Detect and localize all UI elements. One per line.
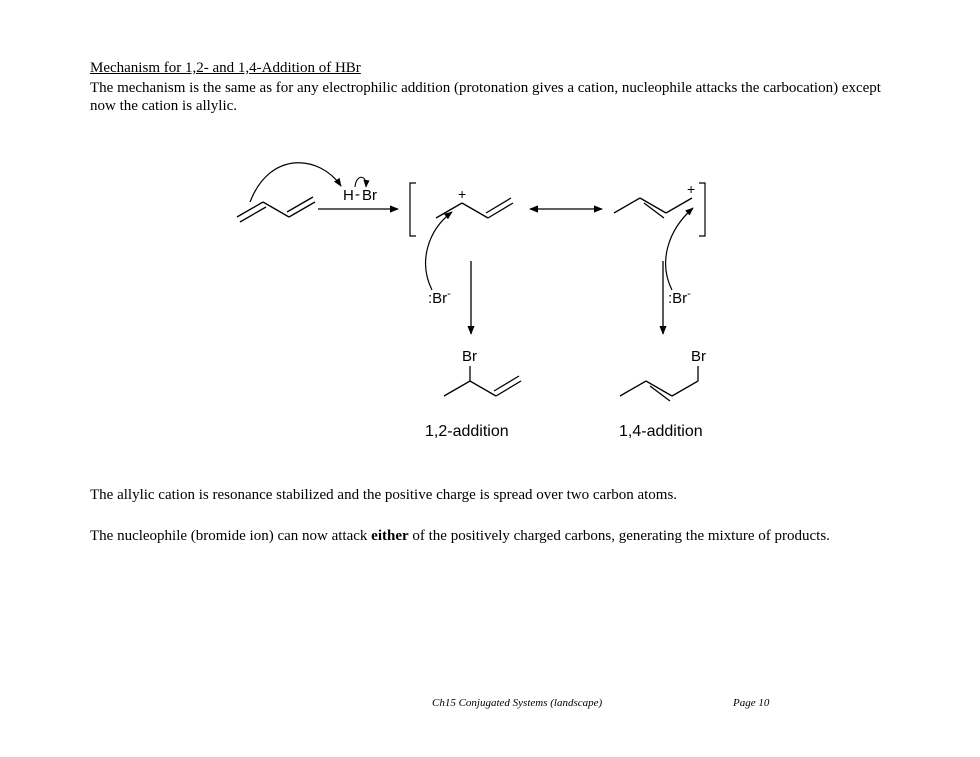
product-right-br: Br	[691, 348, 706, 365]
curved-arrow-attack-right	[666, 208, 693, 290]
product-14-structure	[620, 366, 698, 401]
nucleophile-paragraph	[90, 527, 890, 545]
resonance-paragraph: The allylic cation is resonance stabilized and the positive charge is spread over two carbon atoms.	[90, 487, 678, 503]
intro-paragraph: The mechanism is the same as for any electrophilic addition (protonation gives a cation, nucleophile attacks the carbocation) except now the cation is allylic.	[90, 80, 881, 114]
emphasis-either: either	[371, 528, 409, 544]
bracket-right	[699, 183, 705, 236]
reagent-bond: -	[355, 186, 360, 203]
reagent-br: Br	[362, 187, 377, 204]
nucleophile-left: :Br-	[428, 288, 451, 307]
product-left-label: 1,2-addition	[425, 423, 509, 440]
product-left-br: Br	[462, 348, 477, 365]
product-right-label: 1,4-addition	[619, 423, 703, 440]
nucleophile-text-before: The nucleophile (bromide ion) can now attack	[90, 528, 372, 544]
footer-page-number: Page 10	[733, 697, 770, 709]
allylic-cation-primary	[614, 198, 692, 218]
footer-title: Ch15 Conjugated Systems (landscape)	[432, 697, 603, 709]
cation-charge-left: +	[458, 186, 467, 202]
reagent-h: H	[343, 187, 354, 204]
curved-arrow-protonation	[250, 163, 341, 202]
nucleophile-text-after: of the positively charged carbons, generating the mixture of products.	[408, 528, 830, 544]
cation-charge-right: +	[687, 181, 696, 197]
bracket-left	[410, 183, 416, 236]
section-heading: Mechanism for 1,2- and 1,4-Addition of HBr	[90, 60, 361, 76]
curved-arrow-attack-left	[426, 212, 452, 290]
product-12-structure	[444, 366, 521, 396]
nucleophile-right: :Br-	[668, 288, 691, 307]
butadiene-structure	[237, 197, 315, 222]
